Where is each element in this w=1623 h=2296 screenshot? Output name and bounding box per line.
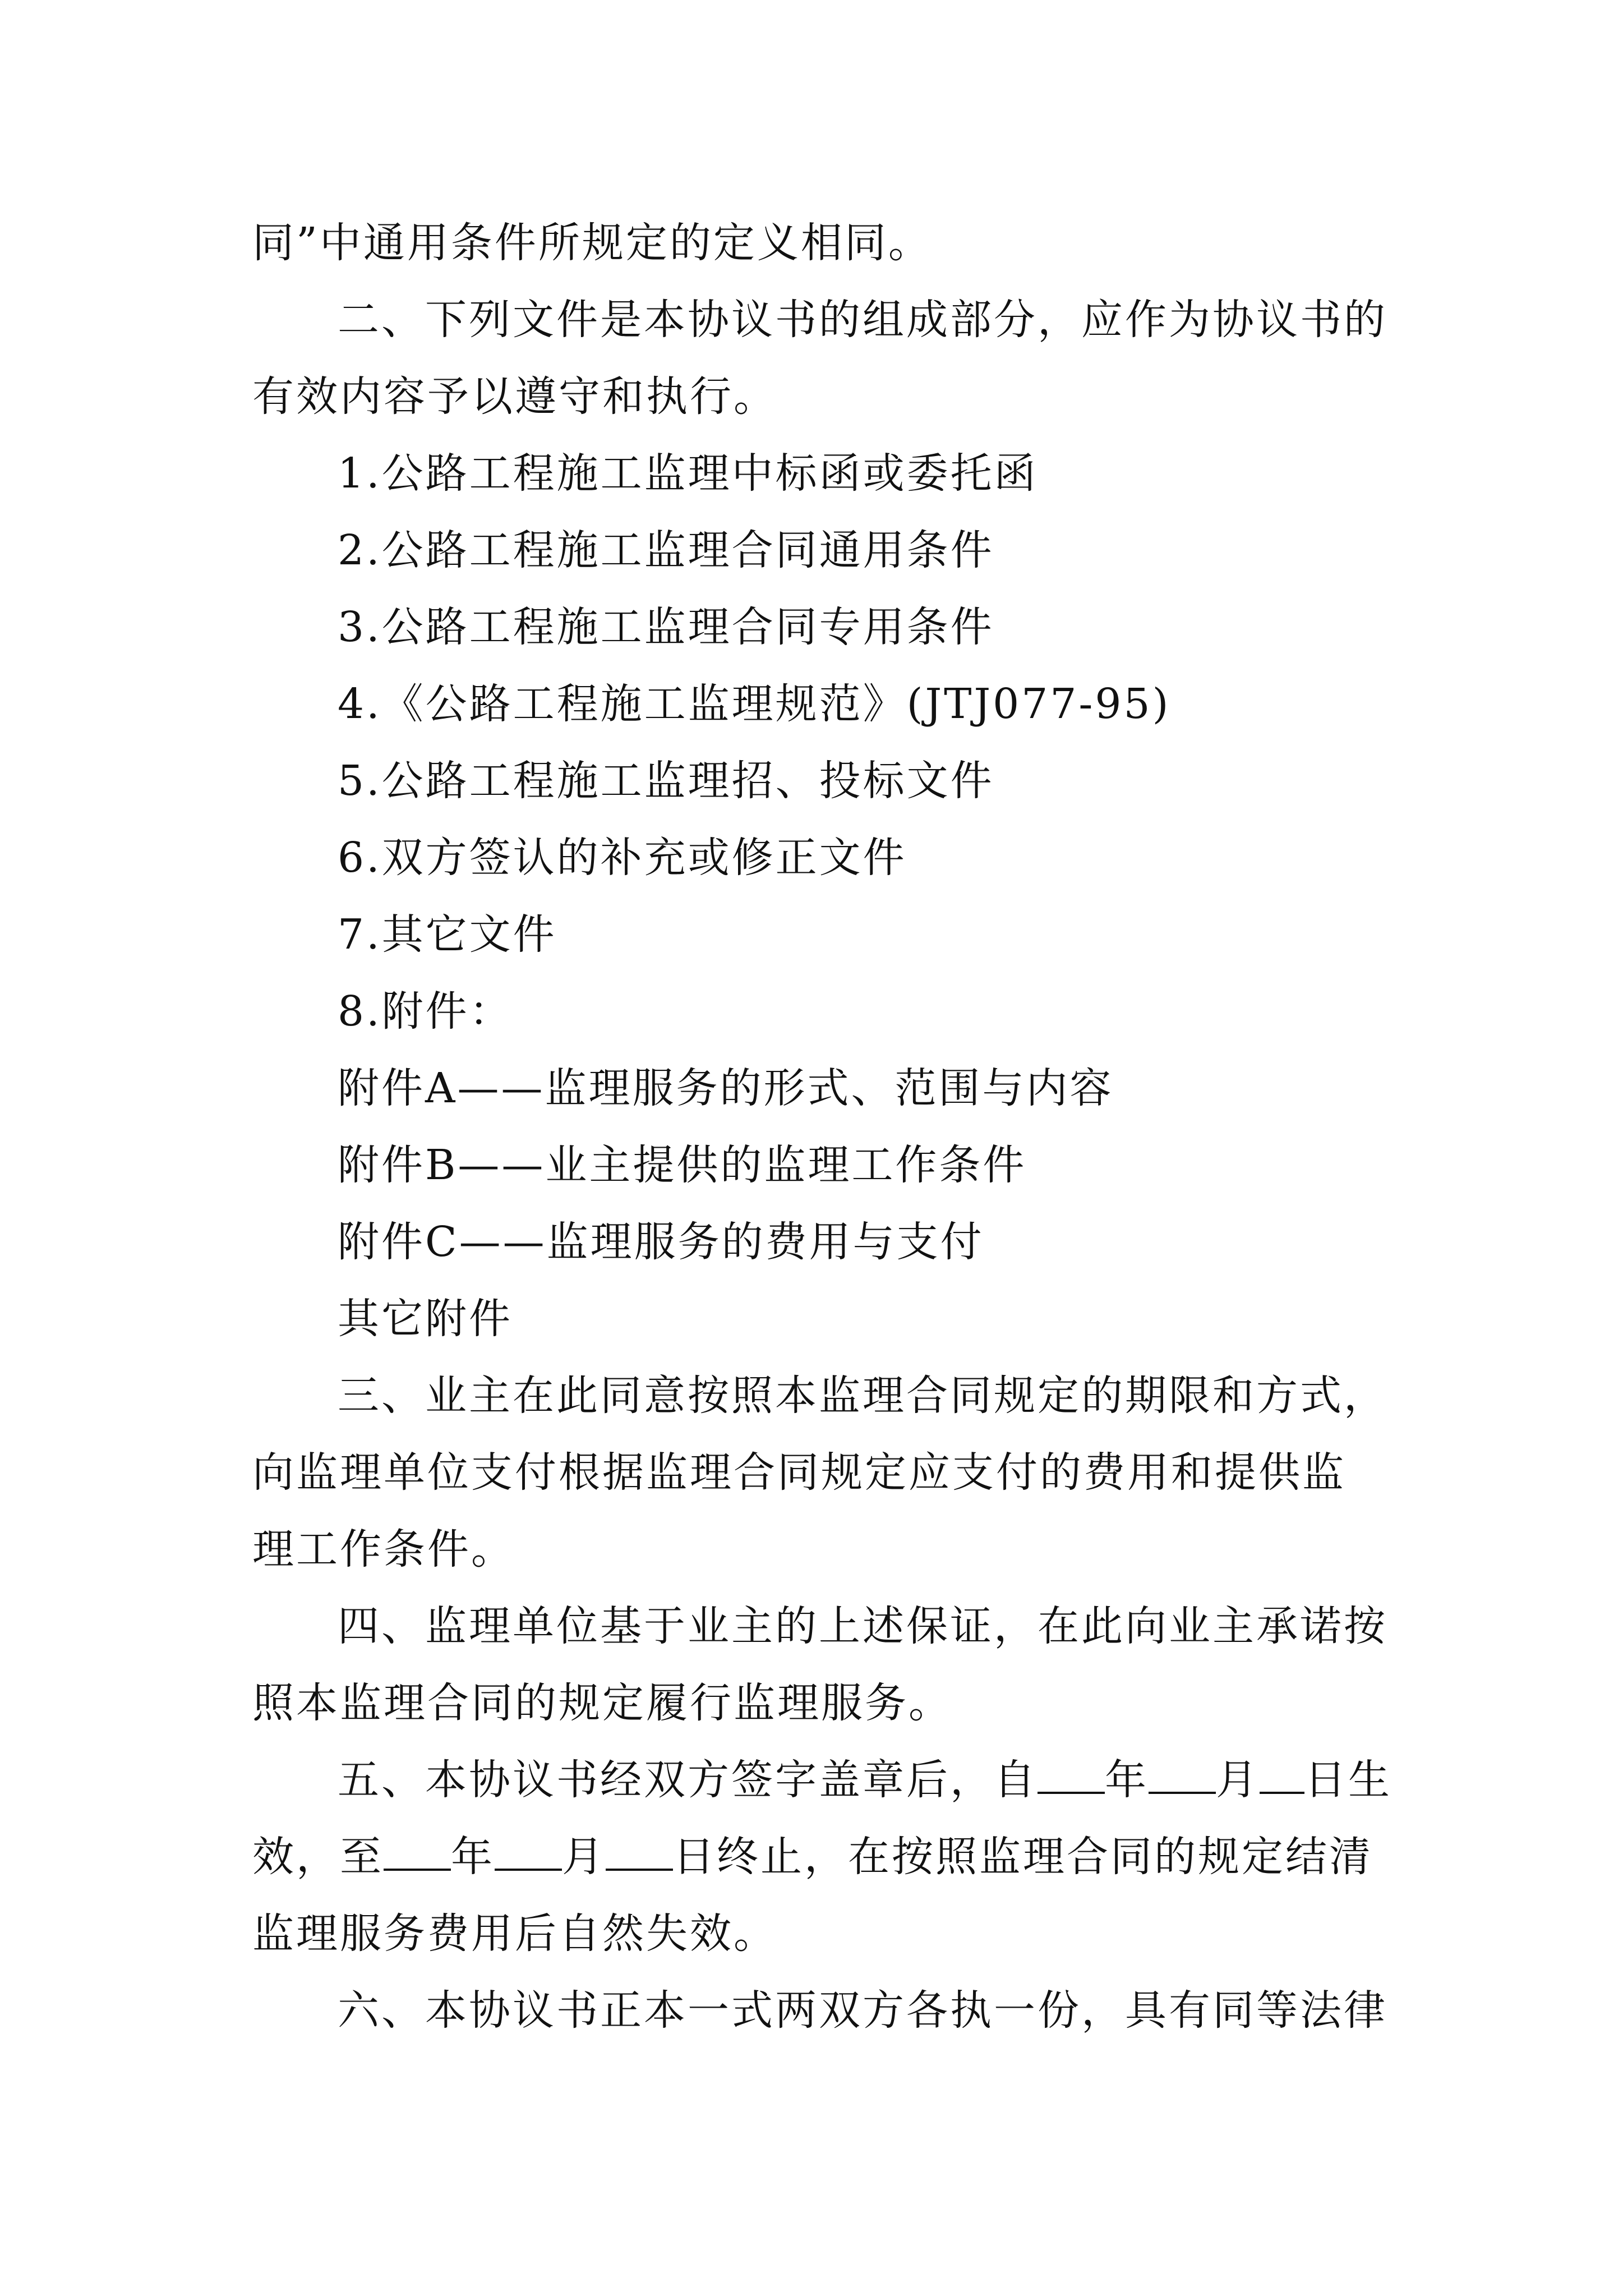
document-body — [252, 205, 1396, 2049]
blank-field-day[interactable] — [1260, 1757, 1304, 1794]
blank-field-month[interactable] — [1149, 1757, 1216, 1794]
text-segment: 年 — [451, 1833, 495, 1881]
paragraph-line: 同”中通用条件所规定的定义相同。 — [252, 219, 932, 267]
section-two-heading-line: 二、下列文件是本协议书的组成部分，应作为协议书的 — [338, 296, 1387, 344]
blank-field-day[interactable] — [606, 1834, 673, 1871]
text-segment: 月 — [562, 1833, 606, 1881]
text-segment: 日生 — [1304, 1756, 1392, 1804]
list-item: 2.公路工程施工监理合同通用条件 — [338, 526, 994, 574]
list-item: 7.其它文件 — [338, 910, 557, 959]
list-item: 5.公路工程施工监理招、投标文件 — [338, 757, 994, 805]
blank-field-year[interactable] — [1038, 1757, 1105, 1794]
blank-field-year[interactable] — [384, 1834, 451, 1871]
attachment-item: 其它附件 — [338, 1295, 513, 1343]
attachment-item: 附件A——监理服务的形式、范围与内容 — [338, 1064, 1114, 1112]
attachment-item: 附件C——监理服务的费用与支付 — [338, 1218, 984, 1266]
list-item: 8.附件： — [338, 987, 513, 1036]
section-five-line — [252, 1742, 1396, 1819]
text-segment: 年 — [1105, 1756, 1149, 1804]
attachment-item: 附件B——业主提供的监理工作条件 — [338, 1141, 1027, 1189]
section-four-line: 四、监理单位基于业主的上述保证，在此向业主承诺按 — [338, 1602, 1387, 1650]
section-six-line: 六、本协议书正本一式两双方各执一份，具有同等法律 — [338, 1986, 1387, 2035]
section-three-line: 三、业主在此同意按照本监理合同规定的期限和方式， — [338, 1372, 1387, 1420]
list-item: 6.双方签认的补充或修正文件 — [338, 834, 907, 882]
text-segment: 月 — [1216, 1756, 1260, 1804]
paragraph-line: 理工作条件。 — [252, 1525, 515, 1573]
paragraph-line — [252, 1819, 1396, 1895]
blank-field-month[interactable] — [495, 1834, 562, 1871]
text-segment: 五、本协议书经双方签字盖章后，自 — [338, 1756, 1038, 1804]
paragraph-line: 照本监理合同的规定履行监理服务。 — [252, 1679, 952, 1727]
paragraph-line: 向监理单位支付根据监理合同规定应支付的费用和提供监 — [252, 1448, 1346, 1497]
list-item: 3.公路工程施工监理合同专用条件 — [338, 603, 994, 651]
text-segment: 效，至 — [252, 1833, 384, 1881]
paragraph-line: 有效内容予以遵守和执行。 — [252, 372, 777, 421]
list-item: 4.《公路工程施工监理规范》(JTJ077-95) — [338, 680, 1171, 728]
paragraph-line: 监理服务费用后自然失效。 — [252, 1910, 777, 1958]
text-segment: 日终止，在按照监理合同的规定结清 — [673, 1833, 1373, 1881]
list-item: 1.公路工程施工监理中标函或委托函 — [338, 449, 1038, 498]
